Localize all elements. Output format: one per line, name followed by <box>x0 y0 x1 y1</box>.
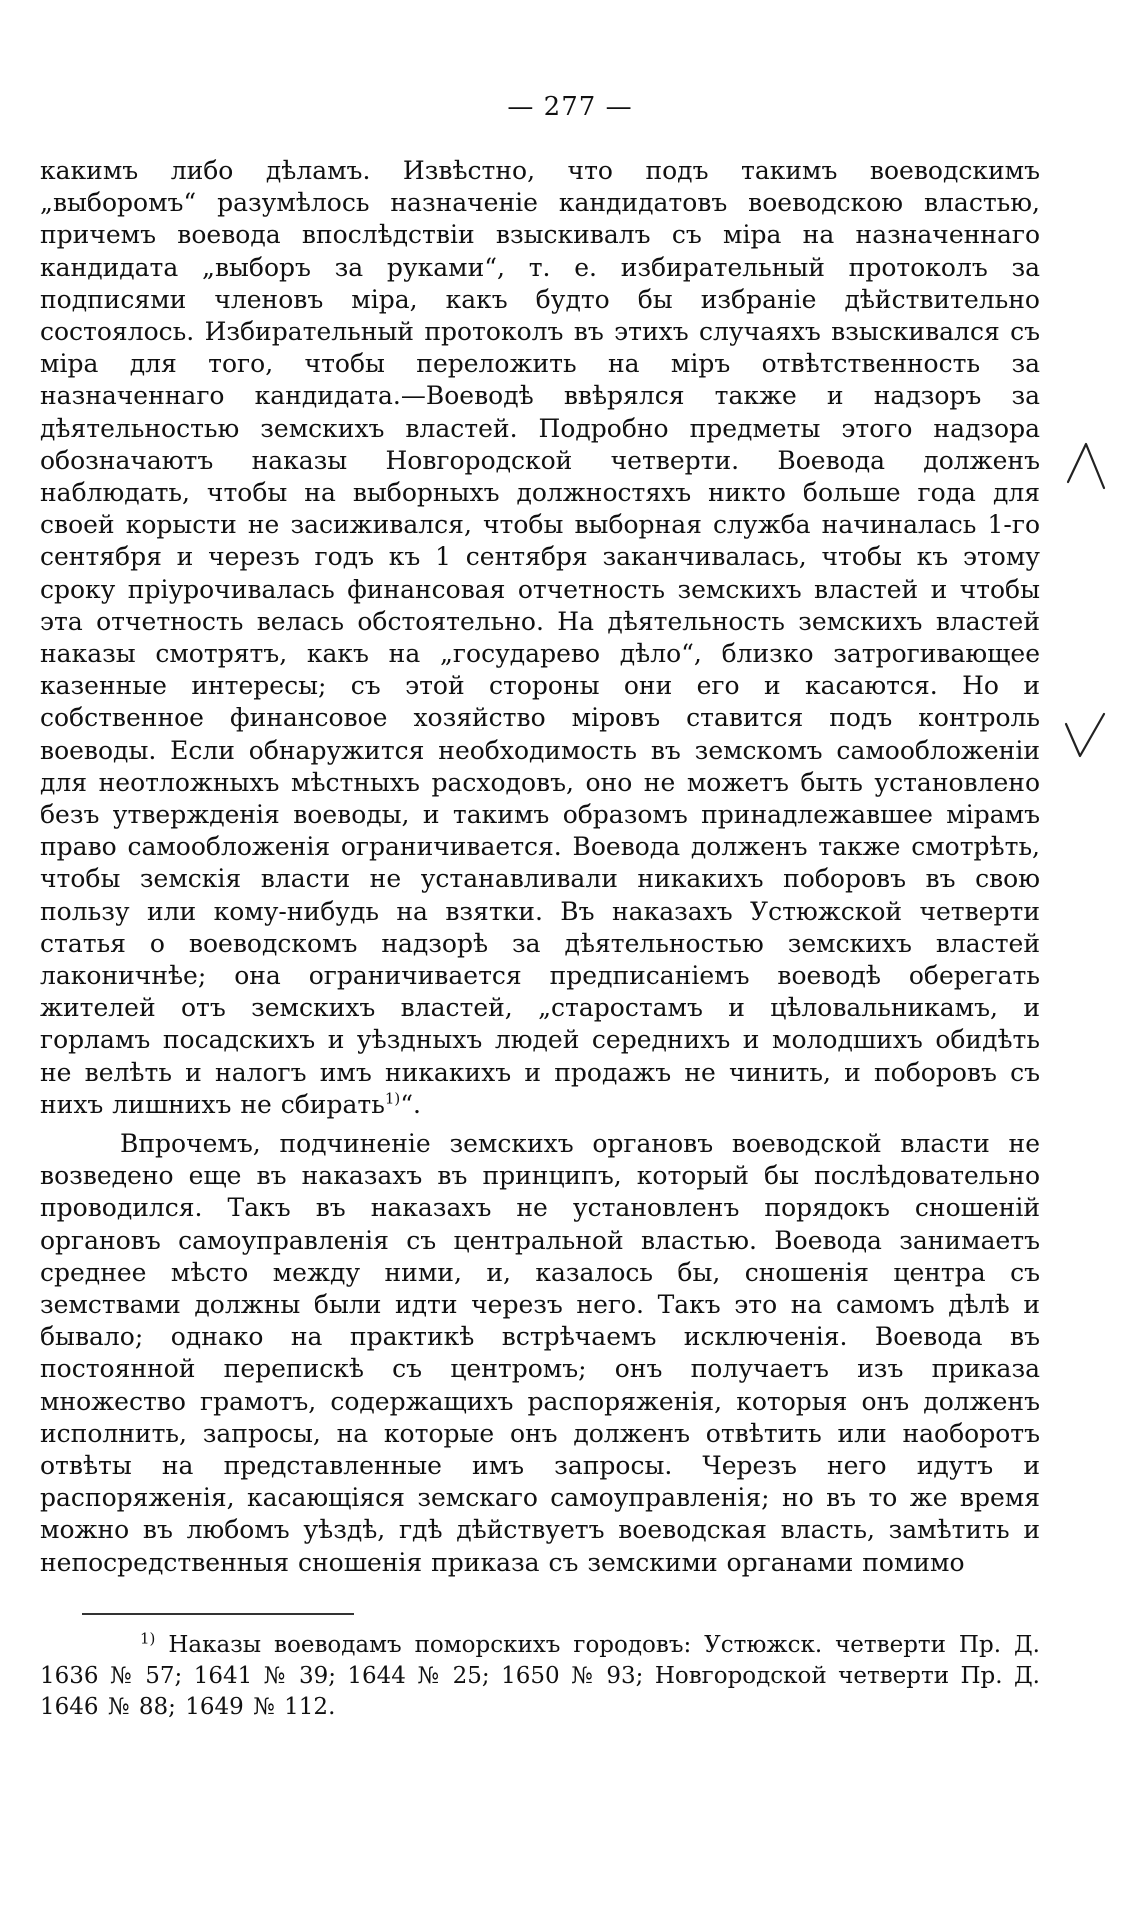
paragraph-1-text: какимъ либо дѣламъ. Извѣстно, что подъ такимъ воеводскимъ „выборомъ“ разумѣлось назначеніе кандидатовъ воеводскою властью, причемъ воевода впослѣдствіи взыскивалъ съ міра на назначеннаго кандидата „выборъ за руками“, т. е. избирательный протоколъ за подписями членовъ міра, какъ будто бы избраніе дѣйствительно состоялось. Избирательный протоколъ въ этихъ случаяхъ взыскивался съ міра для того, чтобы переложить на міръ отвѣтственность за назначеннаго кандидата.—Воеводѣ ввѣрялся также и надзоръ за дѣятельностью земскихъ властей. Подробно предметы этого надзора обозначаютъ наказы Новгородской четверти. Воевода долженъ наблюдать, чтобы на выборныхъ должностяхъ никто больше года для своей корысти не засиживался, чтобы выборная служба начиналась 1-го сентября и черезъ годъ къ 1 сентября заканчивалась, чтобы къ этому сроку пріурочивалась финансовая отчетность земскихъ властей и чтобы эта отчетность велась обстоятельно. На дѣятельность земскихъ властей наказы смотрятъ, какъ на „государево дѣло“, близко затрогивающее казенные интересы; съ этой стороны они его и касаются. Но и собственное финансовое хозяйство міровъ ставится подъ контроль воеводы. Если обнаружится необходимость въ земскомъ самообложеніи для неотложныхъ мѣстныхъ расходовъ, оно не можетъ быть установлено безъ утвержденія воеводы, и такимъ образомъ принадлежавшее мірамъ право самообложенія ограничивается. Воевода долженъ также смотрѣть, чтобы земскія власти не устанавливали никакихъ поборовъ въ свою пользу или кому-нибудь на взятки. Въ наказахъ Устюжской четверти статья о воеводскомъ надзорѣ за дѣятельностью земскихъ властей лаконичнѣе; она ограничивается предписаніемъ воеводѣ оберегать жителей отъ земскихъ властей, „старостамъ и цѣловальникамъ, и горламъ посадскихъ и уѣздныхъ людей середнихъ и молодшихъ обидѣть не велѣть и налогъ имъ никакихъ и продажъ не чинить, и поборовъ съ нихъ лишнихъ не сбирать <box>40 156 1040 1119</box>
page-number: — 277 — <box>507 92 633 122</box>
footnote-marker: 1) <box>140 1629 156 1648</box>
handwritten-caret-mark <box>1062 438 1112 490</box>
footnote-divider <box>82 1613 354 1615</box>
footnote <box>40 1630 1040 1723</box>
body-paragraph-1 <box>40 155 1040 1121</box>
handwritten-check-mark <box>1060 710 1110 762</box>
footnote-reference: 1) <box>384 1089 401 1108</box>
footnote-text: Наказы воеводамъ поморскихъ городовъ: Устюжск. четверти Пр. Д. 1636 № 57; 1641 № 39; 1644 № 25; 1650 № 93; Новгородской четверти Пр. Д. 1646 № 88; 1649 № 112. <box>40 1632 1040 1720</box>
body-paragraph-2: Впрочемъ, подчиненіе земскихъ органовъ воеводской власти не возведено еще въ наказахъ въ принципъ, который бы послѣдовательно проводился. Такъ въ наказахъ не установленъ порядокъ сношеній органовъ самоуправленія съ центральной властью. Воевода занимаетъ среднее мѣсто между ними, и, казалось бы, сношенія центра съ земствами должны были идти черезъ него. Такъ это на самомъ дѣлѣ и бывало; однако на практикѣ встрѣчаемъ исключенія. Воевода въ постоянной перепискѣ съ центромъ; онъ получаетъ изъ приказа множество грамотъ, содержащихъ распоряженія, которыя онъ долженъ исполнить, запросы, на которые онъ долженъ отвѣтить или наоборотъ отвѣты на представленные имъ запросы. Черезъ него идутъ и распоряженія, касающіяся земскаго самоуправленія; но въ то же время можно въ любомъ уѣздѣ, гдѣ дѣйствуетъ воеводская власть, замѣтить и непосредственныя сношенія приказа съ земскими органами помимо <box>40 1129 1040 1577</box>
paragraph-1-tail: “. <box>400 1089 421 1119</box>
